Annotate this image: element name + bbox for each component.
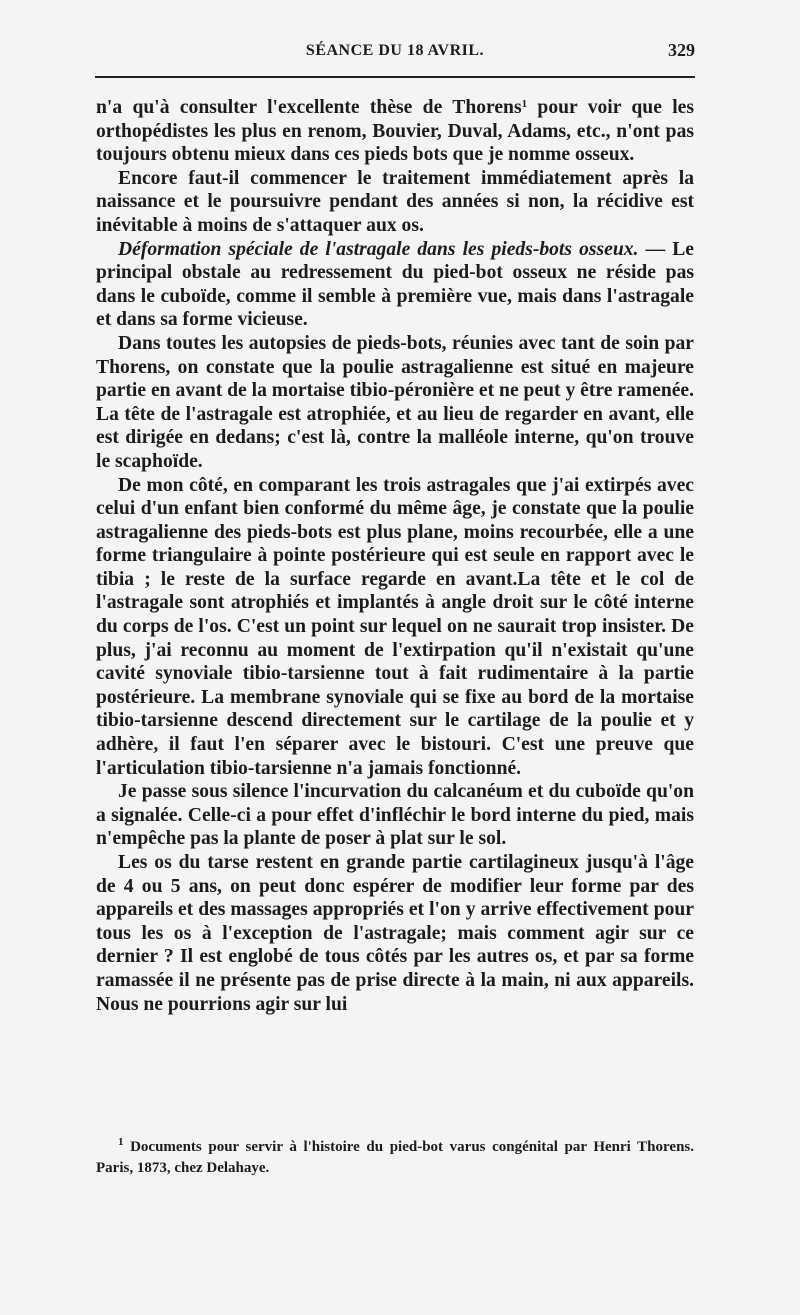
paragraph-3: [96, 238, 694, 332]
paragraph-2: Encore faut-il commencer le traitement immédiatement après la naissance et le poursuivre pendant des années si non, la récidive est inévitable à moins de s'attaquer aux os.: [96, 167, 694, 236]
paragraph-5: De mon côté, en comparant les trois astragales que j'ai extirpés avec celui d'un enfant bien conformé du même âge, je constate que la poulie astragalienne des pieds-bots est plus plane, moins recourbée, elle a une forme triangulaire à pointe postérieure qui est seule en rapport avec le tibia ; le reste de la surface regarde en avant.La tête et le col de l'astragale sont atrophiés et implantés à angle droit sur le côté interne du corps de l'os. C'est un point sur lequel on ne saurait trop insister. De plus, j'ai reconnu au moment de l'extirpation qu'il n'existait qu'une cavité synoviale tibio-tarsienne tout à fait rudimentaire à la partie postérieure. La membrane synoviale qui se fixe au bord de la mortaise tibio-tarsienne descend directement sur le cartilage de la poulie et y adhère, il faut l'en séparer avec le bistouri. C'est une preuve que l'articulation tibio-tarsienne n'a jamais fonctionné.: [96, 474, 694, 779]
paragraph-1: [96, 96, 694, 167]
page-header: [95, 42, 695, 72]
running-head: SÉANCE DU 18 AVRIL.: [305, 42, 485, 59]
paragraph-1-start: n'a qu'à consulter l'excellente thèse de Thorens: [96, 97, 522, 118]
paragraph-1-rest: pour voir que les orthopédistes les plus en renom, Bouvier, Duval, Adams, etc., n'ont pas toujours obtenu mieux dans ces pieds bots que je nomme osseux.: [96, 97, 695, 166]
footnote-ref: 1: [521, 98, 528, 110]
paragraph-3-text: — Le principal obstale au redressement du pied-bot osseux ne réside pas dans le cuboïde, comme il semble à première vue, mais dans l'astragale et dans sa forme vicieuse.: [96, 238, 695, 331]
section-heading: Déformation spéciale de l'astragale dans les pieds-bots osseux.: [118, 238, 639, 260]
paragraph-7: Les os du tarse restent en grande partie cartilagineux jusqu'à l'âge de 4 ou 5 ans, on peut donc espérer de modifier leur forme par des appareils et des massages appropriés et l'on y arrive effectivement pour tous les os à l'exception de l'astragale; mais comment agir sur ce dernier ? Il est englobé de tous côtés par les autres os, et par sa forme ramassée il ne présente pas de prise directe à la main, ni aux appareils. Nous ne pourrions agir sur lui: [96, 852, 694, 1015]
footnote-text: Documents pour servir à l'histoire du pied-bot varus congénital par Henri Thorens. Paris, 1873, chez Delahaye.: [96, 1139, 694, 1176]
page-number: 329: [668, 40, 695, 60]
paragraph-4: Dans toutes les autopsies de pieds-bots, réunies avec tant de soin par Thorens, on constate que la poulie astragalienne est situé en majeure partie en avant de la mortaise tibio-péronière et ne peut y être ramenée. La tête de l'astragale est atrophiée, et au lieu de regarder en avant, elle est dirigée en dedans; c'est là, contre la malléole interne, qu'on trouve le scaphoïde.: [96, 332, 695, 472]
header-rule: [95, 76, 695, 78]
body-text: [96, 96, 694, 1016]
footnote: [96, 1137, 694, 1179]
footnote-paragraph: [96, 1137, 694, 1179]
footnote-marker: 1: [118, 1136, 124, 1148]
paragraph-6: Je passe sous silence l'incurvation du calcanéum et du cuboïde qu'on a signalée. Celle-ci a pour effet d'infléchir le bord interne du pied, mais n'empêche pas la plante de poser à plat sur le sol.: [96, 781, 694, 850]
